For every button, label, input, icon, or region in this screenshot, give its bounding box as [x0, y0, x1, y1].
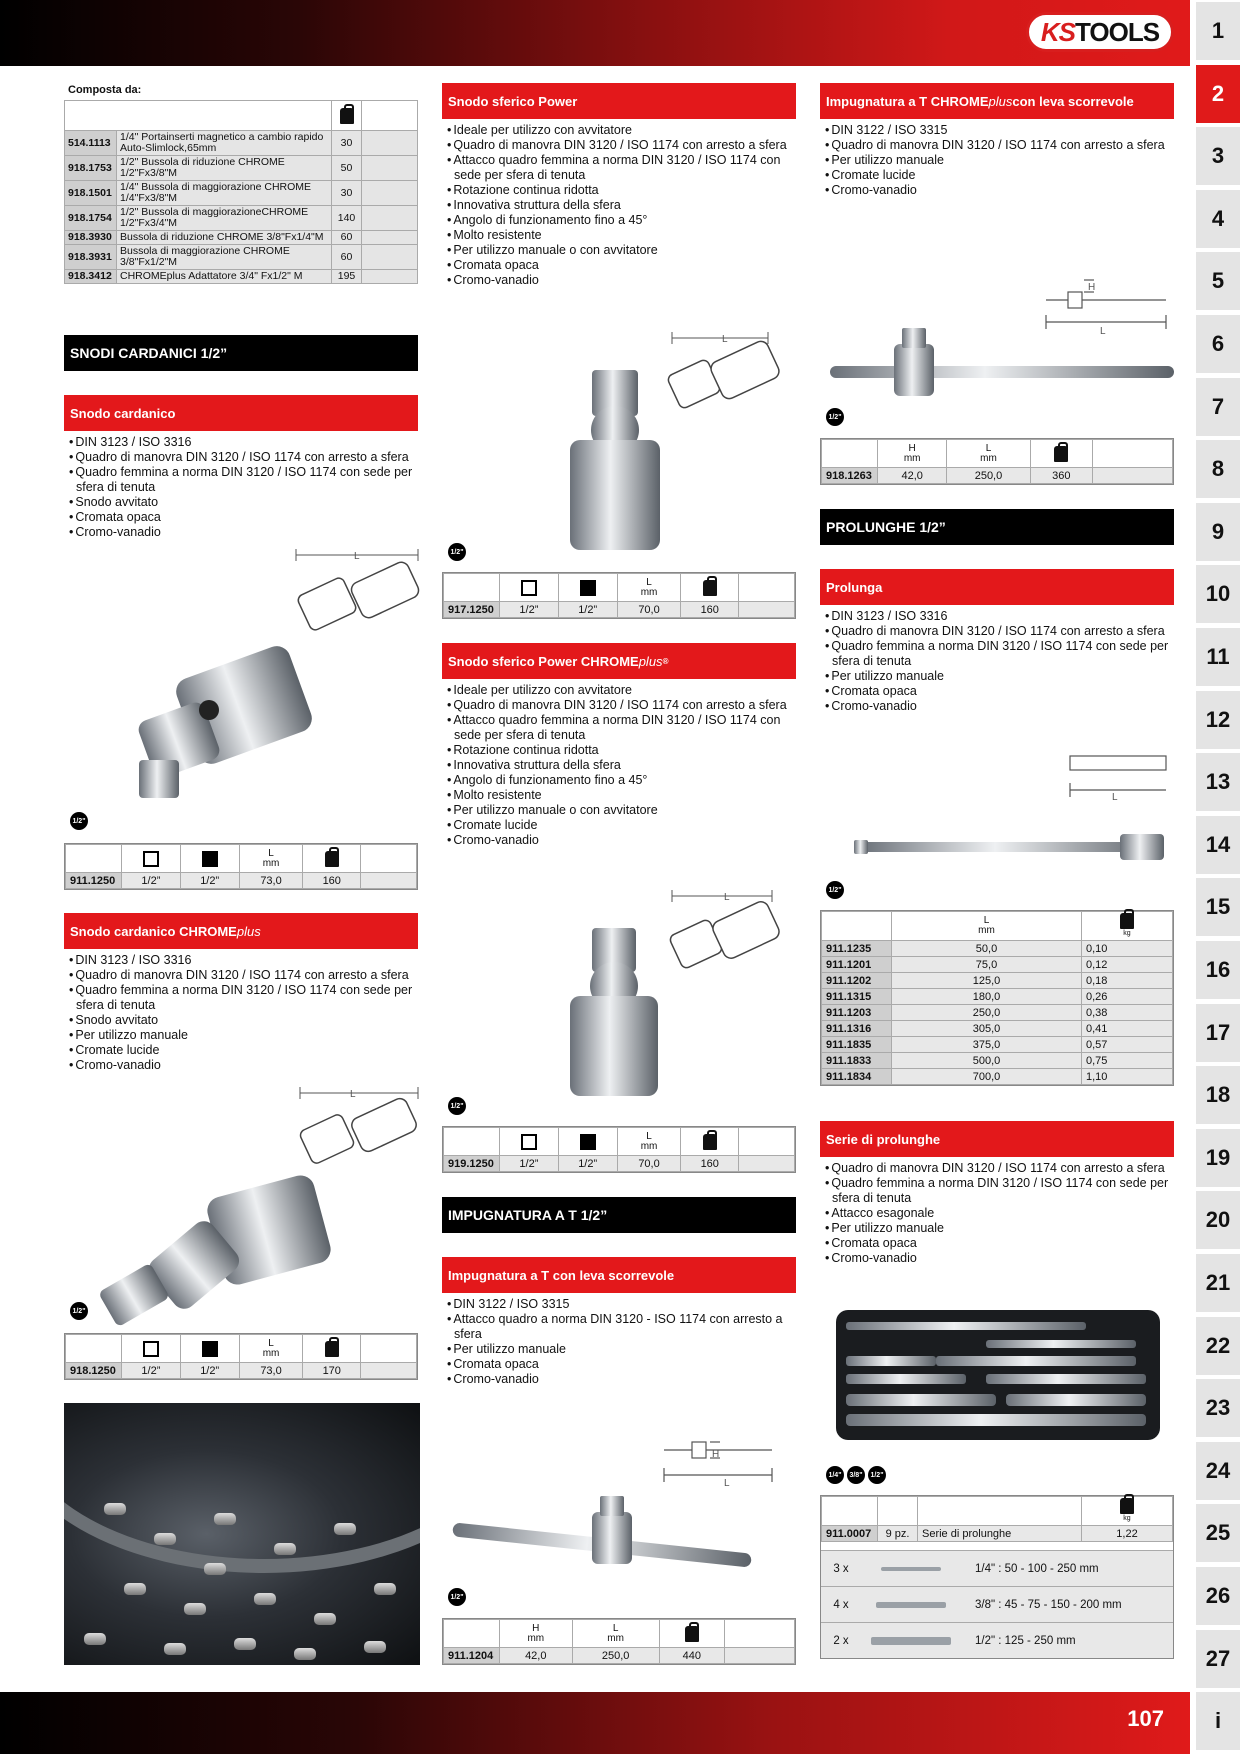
chapter-tab-13[interactable]: 13	[1196, 753, 1240, 811]
product-snodo-cardanico-chromeplus	[64, 913, 418, 1073]
feature-item: • Per utilizzo manuale o con avvitatore	[446, 243, 796, 258]
extension-thumbnail	[861, 1629, 961, 1653]
product-title: Snodo cardanico	[64, 395, 418, 431]
feature-item: • Per utilizzo manuale	[446, 1342, 796, 1357]
chapter-tab-1[interactable]: 1	[1196, 2, 1240, 60]
feature-item: • Per utilizzo manuale	[824, 153, 1174, 168]
feature-item: • Cromata opaca	[824, 1236, 1174, 1251]
feature-item: • Quadro femmina a norma DIN 3120 / ISO 1174 con sede per sfera di tenuta	[68, 983, 418, 1013]
size-badge: 1/2"	[448, 1588, 466, 1606]
column-left	[64, 84, 418, 284]
weight-icon	[703, 1134, 717, 1150]
chapter-tab-19[interactable]: 19	[1196, 1129, 1240, 1187]
set-content-row: 2 x 1/2" : 125 - 250 mm	[821, 1622, 1173, 1658]
product-impugnatura-t-chromeplus	[820, 83, 1174, 198]
feature-item: • Cromata opaca	[68, 510, 418, 525]
chapter-tab-23[interactable]: 23	[1196, 1379, 1240, 1437]
spec-table-919-1250: L mm 919.1250 1/2” 1/2” 70,0 160	[442, 1126, 796, 1173]
feature-item: • Per utilizzo manuale o con avvitatore	[446, 803, 796, 818]
feature-item: • Quadro femmina a norma DIN 3120 / ISO 1174 con sede per sfera di tenuta	[824, 1176, 1174, 1206]
chapter-tabs	[1196, 0, 1240, 1754]
table-row: 911.0007 9 pz. Serie di prolunghe 1,22	[822, 1526, 1173, 1542]
female-square-icon	[521, 1134, 537, 1150]
weight-icon	[1120, 913, 1134, 929]
feature-item: • Attacco esagonale	[824, 1206, 1174, 1221]
feature-item: • Molto resistente	[446, 788, 796, 803]
feature-item: • DIN 3123 / ISO 3316	[68, 953, 418, 968]
size-badge-3-8: 3/8"	[847, 1466, 865, 1484]
table-row: 911.1316 305,0 0,41	[822, 1021, 1173, 1037]
size-badge: 1/2"	[826, 881, 844, 899]
ball-joint-image	[442, 330, 798, 560]
feature-item: • Quadro di manovra DIN 3120 / ISO 1174 con arresto a sfera	[68, 968, 418, 983]
feature-item: • Quadro di manovra DIN 3120 / ISO 1174 con arresto a sfera	[824, 1161, 1174, 1176]
weight-icon	[703, 580, 717, 596]
chapter-tab-20[interactable]: 20	[1196, 1191, 1240, 1249]
chapter-tab-21[interactable]: 21	[1196, 1254, 1240, 1312]
t-handle-image	[442, 1420, 798, 1590]
table-row: 918.3931 Bussola di maggiorazione CHROME 3/8"Fx1/2"M 60	[65, 245, 418, 270]
feature-list	[446, 1297, 796, 1387]
composition-table	[64, 100, 418, 284]
extension-thumbnail	[861, 1593, 961, 1617]
feature-item: • Cromo-vanadio	[446, 1372, 796, 1387]
product-impugnatura-t	[442, 1257, 796, 1387]
section-title: PROLUNGHE 1/2”	[820, 509, 1174, 545]
serie-prolunghe-table: kg 911.0007 9 pz. Serie di prolunghe 1,22 3 x 1/4" : 50 - 100 - 250 mm 4 x 3/8" : 45 - 75 - 150 - 200 mm 2 x 1/2" : 125 - 250 mm	[820, 1495, 1174, 1659]
spec-table-911-1250: L mm 911.1250 1/2” 1/2” 73,0 160	[64, 843, 418, 890]
spec-table-918-1250: L mm 918.1250 1/2” 1/2” 73,0 170	[64, 1333, 418, 1380]
feature-item: • Quadro di manovra DIN 3120 / ISO 1174 con arresto a sfera	[824, 624, 1174, 639]
table-row: 911.1202 125,0 0,18	[822, 973, 1173, 989]
size-badge: 1/2"	[70, 812, 88, 830]
dimension-label-l: L	[724, 1478, 730, 1489]
feature-item: • Quadro di manovra DIN 3120 / ISO 1174 con arresto a sfera	[824, 138, 1174, 153]
dimension-label: L	[724, 892, 730, 903]
size-badge: 1/2"	[826, 408, 844, 426]
female-square-icon	[143, 851, 159, 867]
feature-item: • Snodo avvitato	[68, 495, 418, 510]
table-row: 911.1235 50,0 0,10	[822, 941, 1173, 957]
set-contents	[821, 1550, 1173, 1658]
chapter-tab-26[interactable]: 26	[1196, 1567, 1240, 1625]
ball-joint-chrome-image	[442, 888, 798, 1108]
size-badge: 1/2"	[70, 1302, 88, 1320]
feature-item: • Innovativa struttura della sfera	[446, 198, 796, 213]
product-title: Impugnatura a T CHROME plus con leva scorrevole	[820, 83, 1174, 119]
footer-bar	[0, 1692, 1190, 1754]
product-title: Serie di prolunghe	[820, 1121, 1174, 1157]
feature-list	[446, 683, 796, 848]
chapter-tab-8[interactable]: 8	[1196, 440, 1240, 498]
prolunghe-table: L mm kg 911.1235 50,0 0,10 911.1201 75,0 0,12 911.1202 125,0 0,18 911.1315 180,0 0,26 911.1203 250,0 0,38 911.1316 305,0 0,41 911.1835 375,0 0,57 911.1833 500,0 0,75 911.1834 700,0 1,10	[820, 910, 1174, 1086]
size-badge-1-4: 1/4"	[826, 1466, 844, 1484]
header-bar	[0, 0, 1190, 66]
feature-item: • DIN 3123 / ISO 3316	[68, 435, 418, 450]
feature-item: • Cromate lucide	[446, 818, 796, 833]
chapter-tab-17[interactable]: 17	[1196, 1004, 1240, 1062]
table-row: 918.1754 1/2" Bussola di maggiorazioneCHROME 1/2"Fx3/4"M 140	[65, 206, 418, 231]
dimension-label: L	[722, 334, 728, 345]
product-snodo-cardanico	[64, 395, 418, 540]
chapter-tab-15[interactable]: 15	[1196, 878, 1240, 936]
extension-thumbnail	[861, 1557, 961, 1581]
feature-item: • Cromata opaca	[446, 258, 796, 273]
feature-item: • DIN 3123 / ISO 3316	[824, 609, 1174, 624]
feature-item: • Rotazione continua ridotta	[446, 743, 796, 758]
chapter-tab-22[interactable]: 22	[1196, 1317, 1240, 1375]
feature-item: • Quadro di manovra DIN 3120 / ISO 1174 con arresto a sfera	[446, 138, 796, 153]
page-number: 107	[1127, 1706, 1164, 1731]
table-row: 911.1834 700,0 1,10	[822, 1069, 1173, 1085]
table-row: 911.1203 250,0 0,38	[822, 1005, 1173, 1021]
product-title: Impugnatura a T con leva scorrevole	[442, 1257, 796, 1293]
feature-item: • Cromo-vanadio	[446, 833, 796, 848]
male-square-icon	[580, 1134, 596, 1150]
section-impugnatura-a-t	[442, 1197, 796, 1233]
chapter-tab-2[interactable]: 2	[1196, 65, 1240, 123]
feature-item: • Per utilizzo manuale	[68, 1028, 418, 1043]
feature-item: • Cromata opaca	[824, 684, 1174, 699]
table-row: 911.1833 500,0 0,75	[822, 1053, 1173, 1069]
chapter-tab-7[interactable]: 7	[1196, 378, 1240, 436]
chapter-tab-4[interactable]: 4	[1196, 190, 1240, 248]
table-row: 918.1501 1/4" Bussola di maggiorazione CHROME 1/4"Fx3/8"M 30	[65, 181, 418, 206]
product-title: Prolunga	[820, 569, 1174, 605]
table-row: 918.3930 Bussola di riduzione CHROME 3/8"Fx1/4"M 60	[65, 231, 418, 245]
product-serie-prolunghe	[820, 1121, 1174, 1266]
product-snodo-sferico-power-chromeplus	[442, 643, 796, 848]
table-row: 918.1250 1/2” 1/2” 73,0 170	[66, 1363, 417, 1379]
feature-list	[446, 123, 796, 288]
feature-item: • Cromo-vanadio	[824, 699, 1174, 714]
chapter-tab-11[interactable]: 11	[1196, 628, 1240, 686]
section-prolunghe	[820, 509, 1174, 545]
male-square-icon	[202, 851, 218, 867]
table-row: 911.1204 42,0 250,0 440	[444, 1648, 795, 1664]
feature-item: • Attacco quadro femmina a norma DIN 3120 / ISO 1174 con sede per sfera di tenuta	[446, 713, 796, 743]
chapter-tab-6[interactable]: 6	[1196, 315, 1240, 373]
chapter-tab-14[interactable]: 14	[1196, 816, 1240, 874]
size-badge: 1/2"	[448, 1097, 466, 1115]
feature-item: • Rotazione continua ridotta	[446, 183, 796, 198]
section-title: IMPUGNATURA A T 1/2”	[442, 1197, 796, 1233]
feature-item: • Ideale per utilizzo con avvitatore	[446, 123, 796, 138]
feature-item: • Cromata opaca	[446, 1357, 796, 1372]
universal-joint-image	[64, 545, 420, 835]
extension-bar-image	[820, 750, 1176, 870]
male-square-icon	[202, 1341, 218, 1357]
chapter-tab-5[interactable]: 5	[1196, 252, 1240, 310]
sockets-photo	[64, 1403, 420, 1665]
weight-icon	[325, 851, 339, 867]
dimension-label-h: H	[712, 1449, 720, 1460]
extension-set-tray-image	[836, 1310, 1160, 1440]
feature-item: • DIN 3122 / ISO 3315	[446, 1297, 796, 1312]
weight-icon	[325, 1341, 339, 1357]
feature-item: • Snodo avvitato	[68, 1013, 418, 1028]
chapter-tab-9[interactable]: 9	[1196, 503, 1240, 561]
dimension-label-h: H	[1088, 282, 1096, 293]
chapter-tab-25[interactable]: 25	[1196, 1504, 1240, 1562]
set-content-row: 4 x 3/8" : 45 - 75 - 150 - 200 mm	[821, 1586, 1173, 1622]
chapter-tab-18[interactable]: 18	[1196, 1066, 1240, 1124]
t-handle-chrome-image	[820, 270, 1176, 410]
dimension-label-l: L	[1100, 326, 1106, 337]
table-row: 911.1201 75,0 0,12	[822, 957, 1173, 973]
chapter-tab-10[interactable]: 10	[1196, 565, 1240, 623]
feature-list	[68, 435, 418, 540]
chapter-tab-3[interactable]: 3	[1196, 127, 1240, 185]
composition-title: Composta da:	[68, 84, 142, 96]
male-square-icon	[580, 580, 596, 596]
size-badge-1-2: 1/2"	[868, 1466, 886, 1484]
table-row: 514.1113 1/4" Portainserti magnetico a cambio rapido Auto-Slimlock,65mm 30	[65, 131, 418, 156]
female-square-icon	[521, 580, 537, 596]
feature-item: • Per utilizzo manuale	[824, 669, 1174, 684]
feature-item: • Cromo-vanadio	[824, 1251, 1174, 1266]
spec-table-911-1204: H mm L mm 911.1204 42,0 250,0 440	[442, 1618, 796, 1665]
section-snodi-cardanici	[64, 335, 418, 371]
product-snodo-sferico-power	[442, 83, 796, 288]
spec-table-918-1263: H mm L mm 918.1263 42,0 250,0 360	[820, 438, 1174, 485]
feature-list	[824, 1161, 1174, 1266]
dimension-label: L	[354, 551, 360, 562]
feature-item: • Cromate lucide	[68, 1043, 418, 1058]
universal-joint-chrome-image	[64, 1085, 420, 1335]
female-square-icon	[143, 1341, 159, 1357]
feature-item: • Attacco quadro a norma DIN 3120 - ISO 1174 con arresto a sfera	[446, 1312, 796, 1342]
feature-item: • Cromo-vanadio	[824, 183, 1174, 198]
ks-tools-logo: KS TOOLS	[1026, 12, 1174, 52]
feature-item: • Cromo-vanadio	[446, 273, 796, 288]
feature-item: • Innovativa struttura della sfera	[446, 758, 796, 773]
dimension-label: L	[1112, 792, 1118, 803]
chapter-tab-i[interactable]: i	[1196, 1692, 1240, 1750]
table-row: 911.1250 1/2” 1/2” 73,0 160	[66, 873, 417, 889]
table-row: 917.1250 1/2” 1/2” 70,0 160	[444, 602, 795, 618]
feature-item: • Cromo-vanadio	[68, 525, 418, 540]
feature-item: • Quadro femmina a norma DIN 3120 / ISO 1174 con sede per sfera di tenuta	[68, 465, 418, 495]
chapter-tab-24[interactable]: 24	[1196, 1442, 1240, 1500]
feature-item: • DIN 3122 / ISO 3315	[824, 123, 1174, 138]
product-title: Snodo sferico Power	[442, 83, 796, 119]
feature-item: • Ideale per utilizzo con avvitatore	[446, 683, 796, 698]
feature-item: • Angolo di funzionamento fino a 45°	[446, 773, 796, 788]
table-row: 918.1263 42,0 250,0 360	[822, 468, 1173, 484]
product-title: Snodo sferico Power CHROME plus ®	[442, 643, 796, 679]
feature-list	[824, 123, 1174, 198]
chapter-tab-12[interactable]: 12	[1196, 691, 1240, 749]
feature-item: • Attacco quadro femmina a norma DIN 3120 / ISO 1174 con sede per sfera di tenuta	[446, 153, 796, 183]
spec-table-917-1250: L mm 917.1250 1/2” 1/2” 70,0 160	[442, 572, 796, 619]
feature-item: • Quadro femmina a norma DIN 3120 / ISO 1174 con sede per sfera di tenuta	[824, 639, 1174, 669]
weight-icon	[685, 1626, 699, 1642]
dimension-label: L	[350, 1089, 356, 1100]
feature-list	[68, 953, 418, 1073]
table-row: 918.1753 1/2" Bussola di riduzione CHROME 1/2"Fx3/8"M 50	[65, 156, 418, 181]
feature-list	[824, 609, 1174, 714]
product-title: Snodo cardanico CHROME plus	[64, 913, 418, 949]
section-title: SNODI CARDANICI 1/2”	[64, 335, 418, 371]
feature-item: • Angolo di funzionamento fino a 45°	[446, 213, 796, 228]
size-badge: 1/2"	[448, 543, 466, 561]
feature-item: • Quadro di manovra DIN 3120 / ISO 1174 con arresto a sfera	[68, 450, 418, 465]
feature-item: • Quadro di manovra DIN 3120 / ISO 1174 con arresto a sfera	[446, 698, 796, 713]
weight-icon	[340, 108, 354, 124]
table-row: 911.1315 180,0 0,26	[822, 989, 1173, 1005]
table-row: 919.1250 1/2” 1/2” 70,0 160	[444, 1156, 795, 1172]
feature-item: • Per utilizzo manuale	[824, 1221, 1174, 1236]
product-prolunga	[820, 569, 1174, 714]
weight-icon	[1120, 1498, 1134, 1514]
feature-item: • Cromo-vanadio	[68, 1058, 418, 1073]
feature-item: • Cromate lucide	[824, 168, 1174, 183]
feature-item: • Molto resistente	[446, 228, 796, 243]
table-row: 911.1835 375,0 0,57	[822, 1037, 1173, 1053]
table-row: 918.3412 CHROMEplus Adattatore 3/4" Fx1/2" M 195	[65, 270, 418, 284]
weight-icon	[1054, 446, 1068, 462]
chapter-tab-16[interactable]: 16	[1196, 941, 1240, 999]
set-content-row: 3 x 1/4" : 50 - 100 - 250 mm	[821, 1550, 1173, 1586]
chapter-tab-27[interactable]: 27	[1196, 1630, 1240, 1688]
